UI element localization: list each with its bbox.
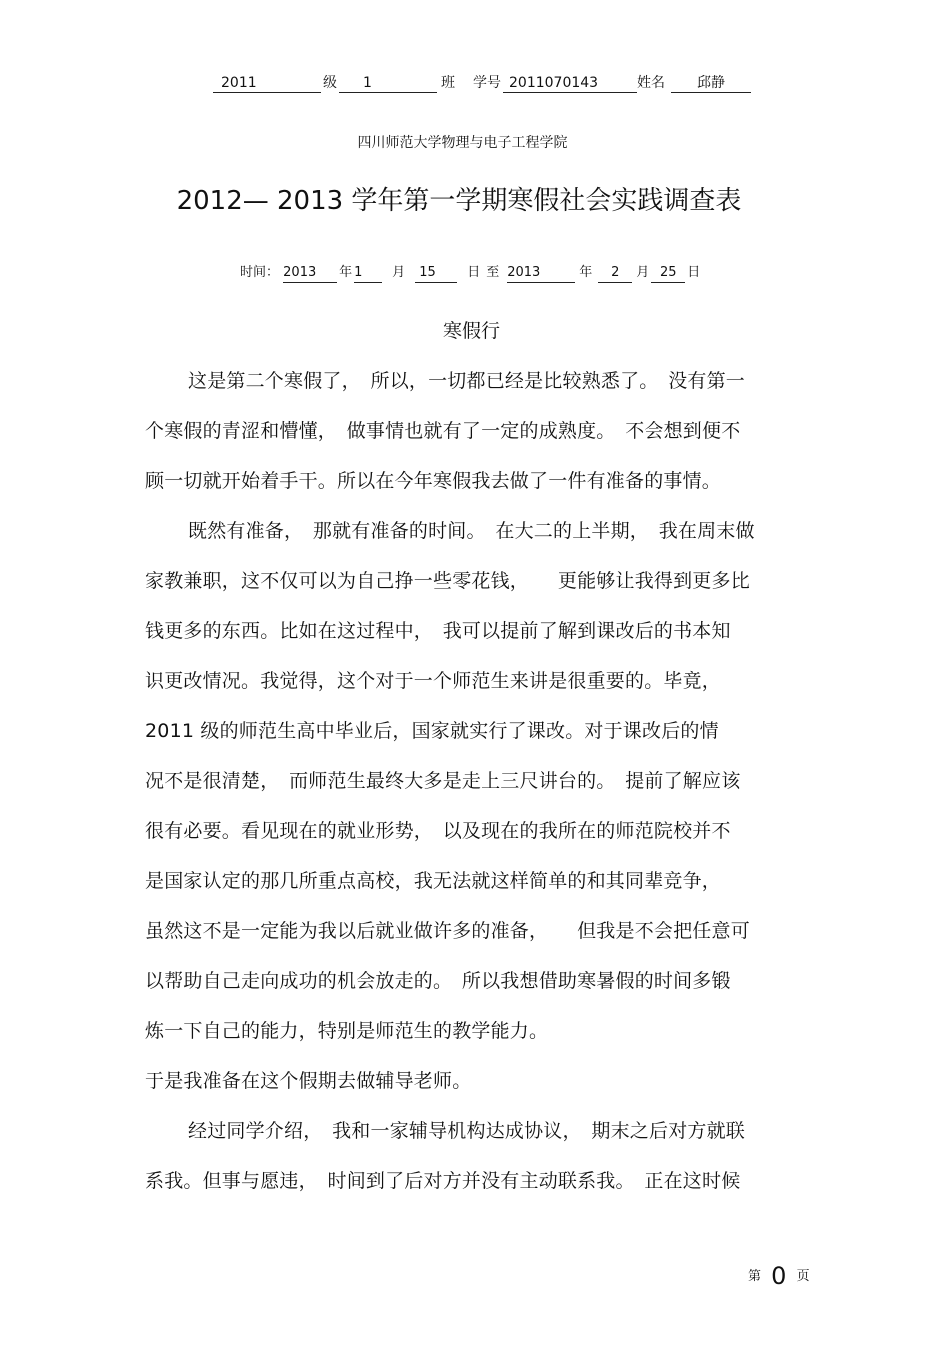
class-no-value: 1 <box>339 74 437 93</box>
name-label: 姓名 <box>637 75 665 91</box>
page-number <box>748 1262 810 1290</box>
body-line: 识更改情况。我觉得，这个对于一个师范生来讲是很重要的。毕竟， <box>145 670 722 692</box>
body-line: 系我。但事与愿违， 时间到了后对方并没有主动联系我。 正在这时候 <box>145 1170 741 1192</box>
student-id-value: 2011070143 <box>503 74 637 93</box>
body-line: 顾一切就开始着手干。所以在今年寒假我去做了一件有准备的事情。 <box>145 470 722 492</box>
end-month: 2 <box>598 264 632 283</box>
body-line: 很有必要。看见现在的就业形势， 以及现在的我所在的师范院校并不 <box>145 820 731 842</box>
end-day-unit: 日 <box>687 265 701 280</box>
body-line: 虽然这不是一定能为我以后就业做许多的准备， 但我是不会把任意可 <box>145 920 750 942</box>
body-line: 炼一下自己的能力，特别是师范生的教学能力。 <box>145 1020 549 1042</box>
page-suffix: 页 <box>796 1269 810 1284</box>
body-line: 既然有准备， 那就有准备的时间。 在大二的上半期， 我在周末做 <box>188 520 755 542</box>
student-id-label: 学号 <box>473 75 501 91</box>
body-line: 是国家认定的那几所重点高校，我无法就这样简单的和其同辈竞争， <box>145 870 722 892</box>
body-line: 这是第二个寒假了， 所以，一切都已经是比较熟悉了。 没有第一 <box>188 370 746 392</box>
start-year-unit: 年 <box>339 265 353 280</box>
body-line: 经过同学介绍， 我和一家辅导机构达成协议， 期末之后对方就联 <box>188 1120 746 1142</box>
body-line: 个寒假的青涩和懵懂， 做事情也就有了一定的成熟度。 不会想到便不 <box>145 420 741 442</box>
grade-label: 级 <box>323 75 337 91</box>
name-value: 邱静 <box>671 74 751 93</box>
body-line: 2011 级的师范生高中毕业后，国家就实行了课改。对于课改后的情 <box>145 720 719 742</box>
start-day: 15 <box>415 264 457 283</box>
body-line: 以帮助自己走向成功的机会放走的。 所以我想借助寒暑假的时间多锻 <box>145 970 731 992</box>
start-day-unit: 日 <box>467 265 481 280</box>
start-month: 1 <box>354 264 382 283</box>
student-info-line <box>213 72 751 93</box>
start-month-unit: 月 <box>392 265 406 280</box>
essay-title: 寒假行 <box>442 320 500 342</box>
start-year: 2013 <box>283 264 337 283</box>
class-label: 班 <box>441 75 455 91</box>
year-value: 2011 <box>213 74 321 93</box>
end-month-unit: 月 <box>636 265 650 280</box>
body-line: 况不是很清楚， 而师范生最终大多是走上三尺讲台的。 提前了解应该 <box>145 770 741 792</box>
end-day: 25 <box>651 264 685 283</box>
time-line <box>240 261 700 283</box>
end-year: 2013 <box>507 264 575 283</box>
page-prefix: 第 <box>748 1269 762 1284</box>
page-number-value: 0 <box>771 1262 787 1290</box>
body-line: 家教兼职，这不仅可以为自己挣一些零花钱， 更能够让我得到更多比 <box>145 570 750 592</box>
page-title: 2012— 2013 学年第一学期寒假社会实践调查表 <box>176 186 742 216</box>
body-line: 钱更多的东西。比如在这过程中， 我可以提前了解到课改后的书本知 <box>145 620 731 642</box>
end-year-unit: 年 <box>579 265 593 280</box>
body-line: 于是我准备在这个假期去做辅导老师。 <box>145 1070 472 1092</box>
school-name: 四川师范大学物理与电子工程学院 <box>357 135 568 151</box>
to-label: 至 <box>486 265 500 280</box>
time-label: 时间： <box>240 265 280 280</box>
